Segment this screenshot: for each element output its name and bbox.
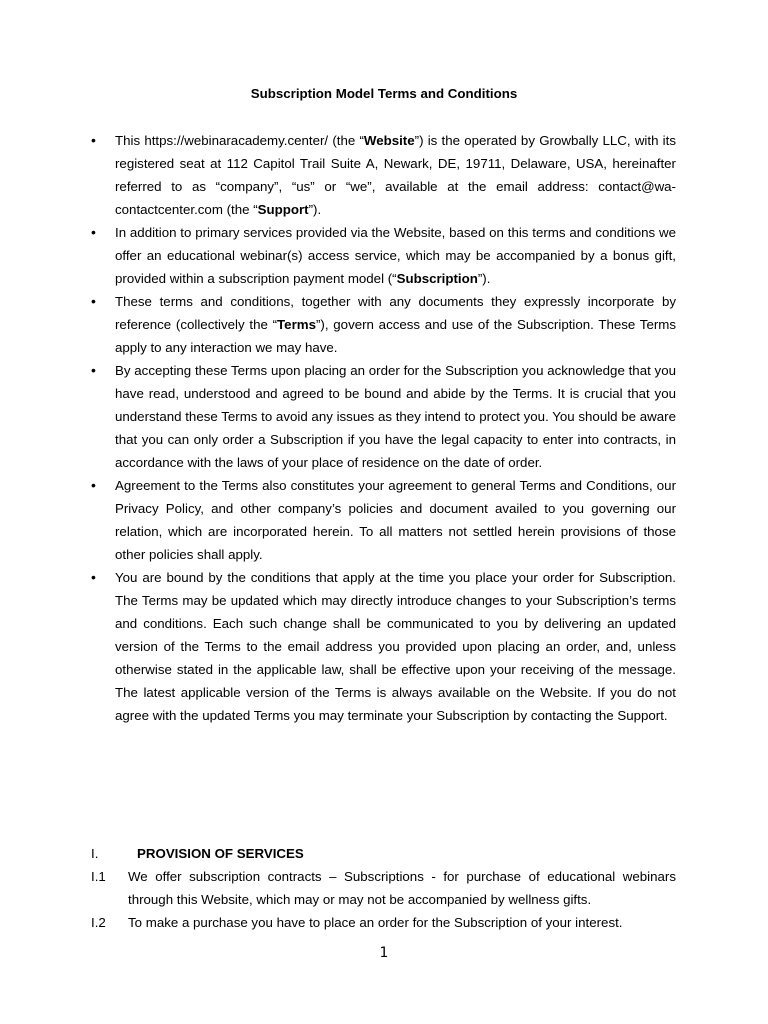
bullet-text: Agreement to the Terms also constitutes your agreement to general Terms and Conditions, our Privacy Policy, and other company’s policies and document availed to you governing our relation, which are incorporated herein. To all matters not settled herein provisions of those other policies shall apply.	[115, 478, 676, 562]
bullet-text: You are bound by the conditions that apply at the time you place your order for Subscription. The Terms may be updated which may directly introduce changes to your Subscription’s terms and conditions. Each such change shall be communicated to you by delivering an updated version of the Terms to the email address you provided upon placing an order, and, unless otherwise stated in the applicable law, shall be effective upon your receiving of the message. The latest applicable version of the Terms is always available on the Website. If you do not agree with the updated Terms you may terminate your Subscription by contacting the Support.	[115, 570, 676, 723]
text-run: ”).	[308, 202, 322, 217]
bullet-text	[115, 294, 676, 355]
defined-term: Website	[363, 133, 415, 148]
bullet-item	[91, 474, 676, 566]
clause-number: I.1	[91, 869, 106, 884]
bullet-icon: •	[91, 569, 96, 585]
intro-bullet-list	[91, 129, 676, 727]
clause-number: I.2	[91, 915, 106, 930]
bullet-item	[91, 129, 676, 221]
bullet-item	[91, 221, 676, 290]
defined-term: Terms	[277, 317, 316, 332]
bullet-text	[115, 225, 676, 286]
bullet-icon: •	[91, 132, 96, 148]
document-title: Subscription Model Terms and Conditions	[250, 86, 518, 101]
bullet-item	[91, 290, 676, 359]
bullet-icon: •	[91, 293, 96, 309]
text-run: ”) is the operated by Growbally LLC, with its registered seat at 112 Capitol Trail Suite A, Newark, DE, 19711, Delaware, USA, hereinafter referred to as “company”, “us” or “we”, available at the email address: contact@wa-contactcenter.com (the “	[115, 133, 676, 217]
defined-term: Support	[257, 202, 309, 217]
bullet-icon: •	[91, 477, 96, 493]
clause-item	[91, 911, 676, 934]
text-run: These terms and conditions, together with any documents they expressly incorporate by reference (collectively the “	[115, 294, 676, 332]
page-number: 1	[379, 945, 389, 961]
section-title: PROVISION OF SERVICES	[137, 846, 304, 861]
defined-term: Subscription	[396, 271, 478, 286]
clause-list	[91, 865, 676, 934]
section-number: I.	[91, 846, 99, 861]
text-run: This https://webinaracademy.center/ (the “	[115, 133, 364, 148]
text-run: ”).	[477, 271, 491, 286]
clause-text: We offer subscription contracts – Subscriptions - for purchase of educational webinars through this Website, which may or may not be accompanied by wellness gifts.	[128, 869, 676, 907]
bullet-item	[91, 566, 676, 727]
bullet-text	[115, 133, 676, 217]
clause-text: To make a purchase you have to place an order for the Subscription of your interest.	[128, 915, 623, 930]
bullet-icon: •	[91, 362, 96, 378]
bullet-text: By accepting these Terms upon placing an order for the Subscription you acknowledge that you have read, understood and agreed to be bound and abide by the Terms. It is crucial that you understand these Terms to avoid any issues as they intend to protect you. You should be aware that you can only order a Subscription if you have the legal capacity to enter into contracts, in accordance with the laws of your place of residence on the date of order.	[115, 363, 676, 470]
bullet-item	[91, 359, 676, 474]
clause-item	[91, 865, 676, 911]
bullet-icon: •	[91, 224, 96, 240]
text-run: In addition to primary services provided via the Website, based on this terms and conditions we offer an educational webinar(s) access service, which may be accompanied by a bonus gift, provided within a subscription payment model (“	[115, 225, 676, 286]
text-run: ”), govern access and use of the Subscription. These Terms apply to any interaction we may have.	[115, 317, 677, 355]
section-heading	[91, 842, 676, 865]
